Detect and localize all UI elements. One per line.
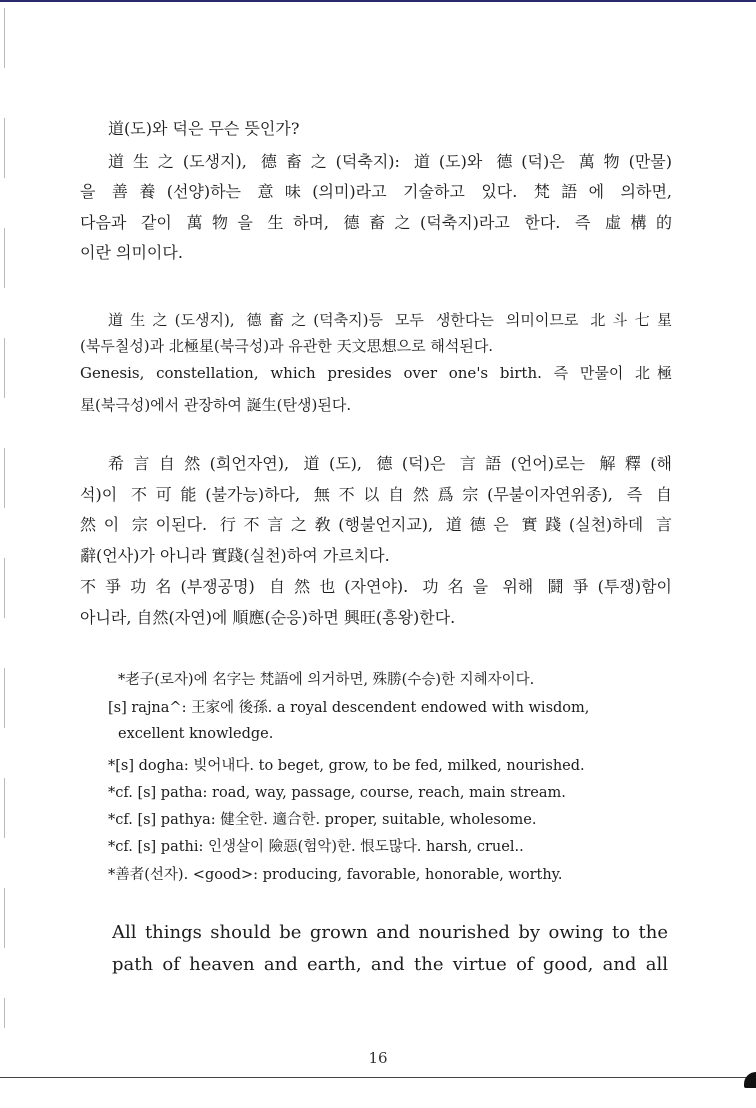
section-heading: 道(도)와 덕은 무슨 뜻인가?	[108, 119, 300, 138]
note-line: *cf. [s] pathi: 인생살이 險惡(험악)한. 恨도많다. harsh, cruel..	[108, 839, 524, 855]
bottom-border	[0, 1077, 756, 1078]
paragraph2-line: 星(북극성)에서 관장하여 誕生(탄생)된다.	[80, 396, 352, 414]
note-line: *cf. [s] pathya: 健全한. 適合한. proper, suitable, wholesome.	[108, 812, 537, 828]
paragraph2-line: (북두칠성)과 北極星(북극성)과 유관한 天文思想으로 해석된다.	[80, 337, 494, 355]
paragraph2-line: 道生之(도생지), 德畜之(덕축지)등 모두 생한다는 의미이므로 北斗七星	[108, 311, 672, 329]
note-line: excellent knowledge.	[118, 726, 274, 742]
note-line: [s] rajna^: 王家에 後孫. a royal descendent endowed with wisdom,	[108, 700, 590, 716]
paragraph1-line: 다음과 같이 萬物을 生하며, 德畜之(덕축지)라고 한다. 즉 虛構的	[80, 213, 672, 232]
paragraph3-line: 希言自然(희언자연), 道(도), 德(덕)은 言語(언어)로는 解釋(해	[108, 454, 672, 473]
closing-line: All things should be grown and nourished by owing to the	[112, 922, 668, 943]
paragraph3-line: 아니라, 自然(자연)에 順應(순응)하면 興旺(흥왕)한다.	[80, 608, 456, 627]
paragraph2-line: Genesis, constellation, which presides over one's birth. 즉 만물이 北極	[80, 364, 672, 382]
note-line: *cf. [s] patha: road, way, passage, course, reach, main stream.	[108, 785, 566, 801]
paragraph1-line: 이란 의미이다.	[80, 243, 183, 262]
paragraph1-line: 道生之(도생지), 德畜之(덕축지): 道(도)와 德(덕)은 萬物(만물)	[108, 152, 672, 171]
paragraph3-line: 然이 宗이된다. 行不言之敎(행불언지교), 道德은 實踐(실천)하데 言	[80, 515, 672, 534]
paragraph3-line: 辭(언사)가 아니라 實踐(실천)하여 가르치다.	[80, 546, 390, 565]
page-number: 16	[368, 1049, 388, 1067]
note-line: *老子(로자)에 名字는 梵語에 의거하면, 殊勝(수승)한 지혜자이다.	[118, 672, 535, 688]
note-line: *[s] dogha: 빚어내다. to beget, grow, to be fed, milked, nourished.	[108, 758, 585, 774]
paragraph1-line: 을 善養(선양)하는 意味(의미)라고 기술하고 있다. 梵語에 의하면,	[80, 182, 672, 201]
paragraph3-line: 석)이 不可能(불가능)하다, 無不以自然爲宗(무불이자연위종), 즉 自	[80, 485, 672, 504]
paragraph3-line: 不爭功名(부쟁공명) 自然也(자연야). 功名을 위해 鬪爭(투쟁)함이	[80, 577, 672, 596]
note-line: *善者(선자). <good>: producing, favorable, honorable, worthy.	[108, 867, 563, 883]
closing-line: path of heaven and earth, and the virtue of good, and all	[112, 954, 668, 975]
